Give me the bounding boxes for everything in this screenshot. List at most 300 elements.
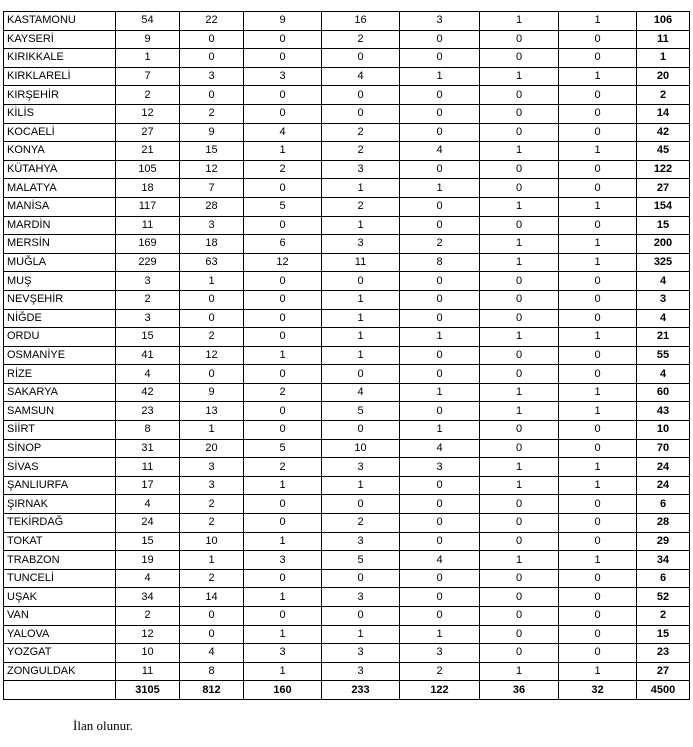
value-cell: 0 <box>480 86 559 105</box>
value-cell: 0 <box>180 607 244 626</box>
value-cell: 0 <box>322 365 400 384</box>
value-cell: 0 <box>480 439 559 458</box>
row-total: 11 <box>637 30 690 49</box>
value-cell: 0 <box>244 607 322 626</box>
table-row <box>4 142 690 161</box>
value-cell: 8 <box>116 421 180 440</box>
value-cell: 0 <box>244 402 322 421</box>
value-cell: 1 <box>244 662 322 681</box>
value-cell: 0 <box>244 495 322 514</box>
value-cell: 1 <box>180 421 244 440</box>
value-cell: 2 <box>116 607 180 626</box>
value-cell: 5 <box>322 402 400 421</box>
value-cell: 0 <box>480 179 559 198</box>
value-cell: 2 <box>322 123 400 142</box>
value-cell: 1 <box>559 476 637 495</box>
value-cell: 0 <box>400 30 480 49</box>
table-row <box>4 216 690 235</box>
value-cell: 3 <box>400 644 480 663</box>
value-cell: 0 <box>244 179 322 198</box>
value-cell: 18 <box>116 179 180 198</box>
value-cell: 0 <box>480 216 559 235</box>
value-cell: 1 <box>322 216 400 235</box>
value-cell: 42 <box>116 383 180 402</box>
table-row <box>4 421 690 440</box>
row-total: 6 <box>637 495 690 514</box>
value-cell: 2 <box>400 662 480 681</box>
value-cell: 0 <box>400 86 480 105</box>
value-cell: 0 <box>400 197 480 216</box>
value-cell: 229 <box>116 253 180 272</box>
table-row <box>4 495 690 514</box>
value-cell: 0 <box>480 607 559 626</box>
table-row <box>4 569 690 588</box>
value-cell: 0 <box>180 49 244 68</box>
value-cell: 0 <box>559 346 637 365</box>
value-cell: 28 <box>180 197 244 216</box>
value-cell: 11 <box>116 216 180 235</box>
value-cell: 3 <box>180 476 244 495</box>
row-total: 2 <box>637 86 690 105</box>
value-cell: 9 <box>180 123 244 142</box>
value-cell: 8 <box>180 662 244 681</box>
row-total: 3 <box>637 290 690 309</box>
province-name: YOZGAT <box>4 644 116 663</box>
value-cell: 0 <box>559 421 637 440</box>
value-cell: 0 <box>400 104 480 123</box>
value-cell: 1 <box>559 458 637 477</box>
value-cell: 20 <box>180 439 244 458</box>
value-cell: 1 <box>322 346 400 365</box>
value-cell: 0 <box>400 365 480 384</box>
province-name: ZONGULDAK <box>4 662 116 681</box>
row-total: 325 <box>637 253 690 272</box>
value-cell: 0 <box>559 49 637 68</box>
value-cell: 0 <box>480 569 559 588</box>
value-cell: 0 <box>559 160 637 179</box>
value-cell: 14 <box>180 588 244 607</box>
value-cell: 0 <box>559 216 637 235</box>
province-name: OSMANİYE <box>4 346 116 365</box>
row-total: 122 <box>637 160 690 179</box>
value-cell: 1 <box>322 328 400 347</box>
value-cell: 0 <box>480 644 559 663</box>
value-cell: 1 <box>400 328 480 347</box>
table-row <box>4 625 690 644</box>
value-cell: 4 <box>400 439 480 458</box>
value-cell: 3 <box>116 309 180 328</box>
table-row <box>4 67 690 86</box>
value-cell: 0 <box>480 272 559 291</box>
value-cell: 12 <box>116 104 180 123</box>
row-total: 106 <box>637 12 690 31</box>
value-cell: 1 <box>480 662 559 681</box>
value-cell: 0 <box>480 514 559 533</box>
value-cell: 9 <box>116 30 180 49</box>
value-cell: 4 <box>400 551 480 570</box>
value-cell: 0 <box>400 290 480 309</box>
row-total: 42 <box>637 123 690 142</box>
value-cell: 4 <box>116 495 180 514</box>
value-cell: 19 <box>116 551 180 570</box>
table-row <box>4 104 690 123</box>
province-name: MUŞ <box>4 272 116 291</box>
province-name: KIRKLARELİ <box>4 67 116 86</box>
value-cell: 0 <box>244 49 322 68</box>
value-cell: 169 <box>116 235 180 254</box>
value-cell: 0 <box>480 30 559 49</box>
value-cell: 31 <box>116 439 180 458</box>
value-cell: 2 <box>180 328 244 347</box>
value-cell: 1 <box>480 142 559 161</box>
value-cell: 1 <box>322 309 400 328</box>
value-cell: 2 <box>322 30 400 49</box>
province-name: KÜTAHYA <box>4 160 116 179</box>
table-row <box>4 514 690 533</box>
value-cell: 0 <box>180 290 244 309</box>
value-cell: 5 <box>244 439 322 458</box>
value-cell: 0 <box>244 365 322 384</box>
province-name: SAKARYA <box>4 383 116 402</box>
value-cell: 3 <box>244 67 322 86</box>
table-row <box>4 383 690 402</box>
value-cell: 0 <box>244 290 322 309</box>
province-name <box>4 681 116 700</box>
province-name: MALATYA <box>4 179 116 198</box>
province-name: KONYA <box>4 142 116 161</box>
value-cell: 9 <box>244 12 322 31</box>
row-total: 45 <box>637 142 690 161</box>
table-row <box>4 588 690 607</box>
row-total: 70 <box>637 439 690 458</box>
value-cell: 2 <box>400 235 480 254</box>
row-total: 10 <box>637 421 690 440</box>
value-cell: 4 <box>116 365 180 384</box>
value-cell: 41 <box>116 346 180 365</box>
table-row <box>4 662 690 681</box>
table-row <box>4 309 690 328</box>
value-cell: 54 <box>116 12 180 31</box>
value-cell: 0 <box>180 86 244 105</box>
value-cell: 0 <box>559 607 637 626</box>
value-cell: 2 <box>244 458 322 477</box>
value-cell: 0 <box>480 625 559 644</box>
value-cell: 1 <box>116 49 180 68</box>
value-cell: 0 <box>400 216 480 235</box>
value-cell: 3 <box>322 458 400 477</box>
province-name: ŞANLIURFA <box>4 476 116 495</box>
table-row <box>4 365 690 384</box>
value-cell: 1 <box>322 625 400 644</box>
value-cell: 1 <box>480 383 559 402</box>
row-total: 154 <box>637 197 690 216</box>
value-cell: 2 <box>322 142 400 161</box>
value-cell: 2 <box>116 290 180 309</box>
value-cell: 11 <box>322 253 400 272</box>
value-cell: 0 <box>480 49 559 68</box>
value-cell: 6 <box>244 235 322 254</box>
value-cell: 4 <box>400 142 480 161</box>
value-cell: 1 <box>480 476 559 495</box>
value-cell: 1 <box>322 476 400 495</box>
value-cell: 1 <box>559 328 637 347</box>
province-name: ŞIRNAK <box>4 495 116 514</box>
row-total: 34 <box>637 551 690 570</box>
value-cell: 1 <box>244 476 322 495</box>
table-row <box>4 86 690 105</box>
province-name: TOKAT <box>4 532 116 551</box>
value-cell: 0 <box>480 160 559 179</box>
value-cell: 10 <box>322 439 400 458</box>
table-row <box>4 458 690 477</box>
value-cell: 0 <box>559 588 637 607</box>
value-cell: 5 <box>244 197 322 216</box>
value-cell: 15 <box>116 328 180 347</box>
value-cell: 0 <box>400 514 480 533</box>
value-cell: 2 <box>322 197 400 216</box>
value-cell: 1 <box>559 383 637 402</box>
table-row <box>4 476 690 495</box>
row-total: 14 <box>637 104 690 123</box>
value-cell: 0 <box>180 30 244 49</box>
table-row <box>4 30 690 49</box>
value-cell: 0 <box>480 290 559 309</box>
value-cell: 0 <box>400 346 480 365</box>
value-cell: 0 <box>559 625 637 644</box>
value-cell: 1 <box>400 421 480 440</box>
province-name: KOCAELİ <box>4 123 116 142</box>
value-cell: 1 <box>559 235 637 254</box>
value-cell: 2 <box>244 383 322 402</box>
province-name: MERSİN <box>4 235 116 254</box>
value-cell: 34 <box>116 588 180 607</box>
value-cell: 0 <box>480 104 559 123</box>
value-cell: 2 <box>322 514 400 533</box>
value-cell: 1 <box>480 253 559 272</box>
value-cell: 0 <box>559 272 637 291</box>
value-cell: 1 <box>480 328 559 347</box>
value-cell: 0 <box>480 309 559 328</box>
value-cell: 0 <box>480 123 559 142</box>
value-cell: 1 <box>244 588 322 607</box>
value-cell: 0 <box>244 272 322 291</box>
table-row <box>4 12 690 31</box>
row-total: 1 <box>637 49 690 68</box>
table-row <box>4 439 690 458</box>
value-cell: 1 <box>480 197 559 216</box>
value-cell: 105 <box>116 160 180 179</box>
province-name: KIRIKKALE <box>4 49 116 68</box>
row-total: 2 <box>637 607 690 626</box>
value-cell: 63 <box>180 253 244 272</box>
province-name: TUNCELİ <box>4 569 116 588</box>
row-total: 4 <box>637 309 690 328</box>
value-cell: 0 <box>559 569 637 588</box>
value-cell: 4 <box>180 644 244 663</box>
province-name: RİZE <box>4 365 116 384</box>
value-cell: 12 <box>180 346 244 365</box>
value-cell: 0 <box>180 365 244 384</box>
row-total: 43 <box>637 402 690 421</box>
value-cell: 0 <box>244 30 322 49</box>
value-cell: 3 <box>322 588 400 607</box>
row-total: 23 <box>637 644 690 663</box>
value-cell: 0 <box>244 104 322 123</box>
province-name: KAYSERİ <box>4 30 116 49</box>
value-cell: 3 <box>116 272 180 291</box>
value-cell: 21 <box>116 142 180 161</box>
value-cell: 1 <box>480 458 559 477</box>
value-cell: 0 <box>480 532 559 551</box>
table-row <box>4 197 690 216</box>
value-cell: 36 <box>480 681 559 700</box>
value-cell: 0 <box>400 272 480 291</box>
value-cell: 1 <box>180 551 244 570</box>
value-cell: 0 <box>180 625 244 644</box>
row-total: 21 <box>637 328 690 347</box>
value-cell: 0 <box>559 495 637 514</box>
value-cell: 1 <box>480 12 559 31</box>
value-cell: 1 <box>480 402 559 421</box>
row-total: 15 <box>637 216 690 235</box>
row-total: 6 <box>637 569 690 588</box>
value-cell: 10 <box>116 644 180 663</box>
table-body <box>4 12 690 700</box>
value-cell: 3 <box>322 662 400 681</box>
value-cell: 2 <box>116 86 180 105</box>
value-cell: 7 <box>180 179 244 198</box>
table-row <box>4 160 690 179</box>
row-total: 52 <box>637 588 690 607</box>
value-cell: 1 <box>480 67 559 86</box>
value-cell: 15 <box>116 532 180 551</box>
table-row <box>4 272 690 291</box>
row-total: 20 <box>637 67 690 86</box>
value-cell: 0 <box>480 495 559 514</box>
value-cell: 0 <box>400 476 480 495</box>
value-cell: 0 <box>244 514 322 533</box>
province-name: YALOVA <box>4 625 116 644</box>
value-cell: 0 <box>322 49 400 68</box>
value-cell: 0 <box>559 309 637 328</box>
value-cell: 233 <box>322 681 400 700</box>
value-cell: 1 <box>559 197 637 216</box>
value-cell: 1 <box>322 290 400 309</box>
value-cell: 4 <box>116 569 180 588</box>
value-cell: 0 <box>400 402 480 421</box>
value-cell: 4 <box>322 67 400 86</box>
value-cell: 1 <box>559 67 637 86</box>
value-cell: 1 <box>559 402 637 421</box>
table-row <box>4 644 690 663</box>
value-cell: 122 <box>400 681 480 700</box>
province-name: KASTAMONU <box>4 12 116 31</box>
row-total: 24 <box>637 458 690 477</box>
value-cell: 0 <box>400 607 480 626</box>
value-cell: 3 <box>322 532 400 551</box>
table-row <box>4 179 690 198</box>
totals-row <box>4 681 690 700</box>
value-cell: 1 <box>244 625 322 644</box>
value-cell: 8 <box>400 253 480 272</box>
province-name: MANİSA <box>4 197 116 216</box>
value-cell: 7 <box>116 67 180 86</box>
value-cell: 0 <box>559 179 637 198</box>
value-cell: 1 <box>559 253 637 272</box>
value-cell: 0 <box>244 216 322 235</box>
province-name: NİĞDE <box>4 309 116 328</box>
value-cell: 160 <box>244 681 322 700</box>
row-total: 200 <box>637 235 690 254</box>
value-cell: 1 <box>244 532 322 551</box>
row-total: 55 <box>637 346 690 365</box>
table-row <box>4 328 690 347</box>
row-total: 4 <box>637 365 690 384</box>
value-cell: 0 <box>400 588 480 607</box>
value-cell: 0 <box>322 104 400 123</box>
value-cell: 3 <box>180 458 244 477</box>
value-cell: 12 <box>244 253 322 272</box>
value-cell: 0 <box>400 309 480 328</box>
province-name: MARDİN <box>4 216 116 235</box>
value-cell: 1 <box>559 662 637 681</box>
value-cell: 0 <box>244 309 322 328</box>
value-cell: 13 <box>180 402 244 421</box>
row-total: 15 <box>637 625 690 644</box>
value-cell: 1 <box>400 67 480 86</box>
value-cell: 1 <box>244 142 322 161</box>
value-cell: 1 <box>480 235 559 254</box>
value-cell: 0 <box>559 123 637 142</box>
value-cell: 1 <box>400 179 480 198</box>
value-cell: 0 <box>480 365 559 384</box>
province-name: SİİRT <box>4 421 116 440</box>
value-cell: 0 <box>559 439 637 458</box>
value-cell: 0 <box>322 272 400 291</box>
province-name: TRABZON <box>4 551 116 570</box>
value-cell: 3 <box>322 160 400 179</box>
value-cell: 1 <box>480 551 559 570</box>
province-name: SİVAS <box>4 458 116 477</box>
value-cell: 1 <box>559 551 637 570</box>
value-cell: 0 <box>400 49 480 68</box>
value-cell: 0 <box>322 421 400 440</box>
value-cell: 3 <box>244 644 322 663</box>
table-row <box>4 532 690 551</box>
value-cell: 0 <box>322 495 400 514</box>
table-row <box>4 49 690 68</box>
value-cell: 1 <box>559 12 637 31</box>
value-cell: 0 <box>559 514 637 533</box>
table-row <box>4 551 690 570</box>
value-cell: 23 <box>116 402 180 421</box>
value-cell: 22 <box>180 12 244 31</box>
value-cell: 4 <box>244 123 322 142</box>
value-cell: 11 <box>116 458 180 477</box>
row-total: 4500 <box>637 681 690 700</box>
value-cell: 1 <box>322 179 400 198</box>
value-cell: 2 <box>180 495 244 514</box>
value-cell: 0 <box>480 346 559 365</box>
value-cell: 32 <box>559 681 637 700</box>
table-row <box>4 402 690 421</box>
table-row <box>4 607 690 626</box>
province-name: NEVŞEHİR <box>4 290 116 309</box>
value-cell: 0 <box>400 160 480 179</box>
value-cell: 11 <box>116 662 180 681</box>
value-cell: 2 <box>180 104 244 123</box>
value-cell: 3 <box>400 12 480 31</box>
